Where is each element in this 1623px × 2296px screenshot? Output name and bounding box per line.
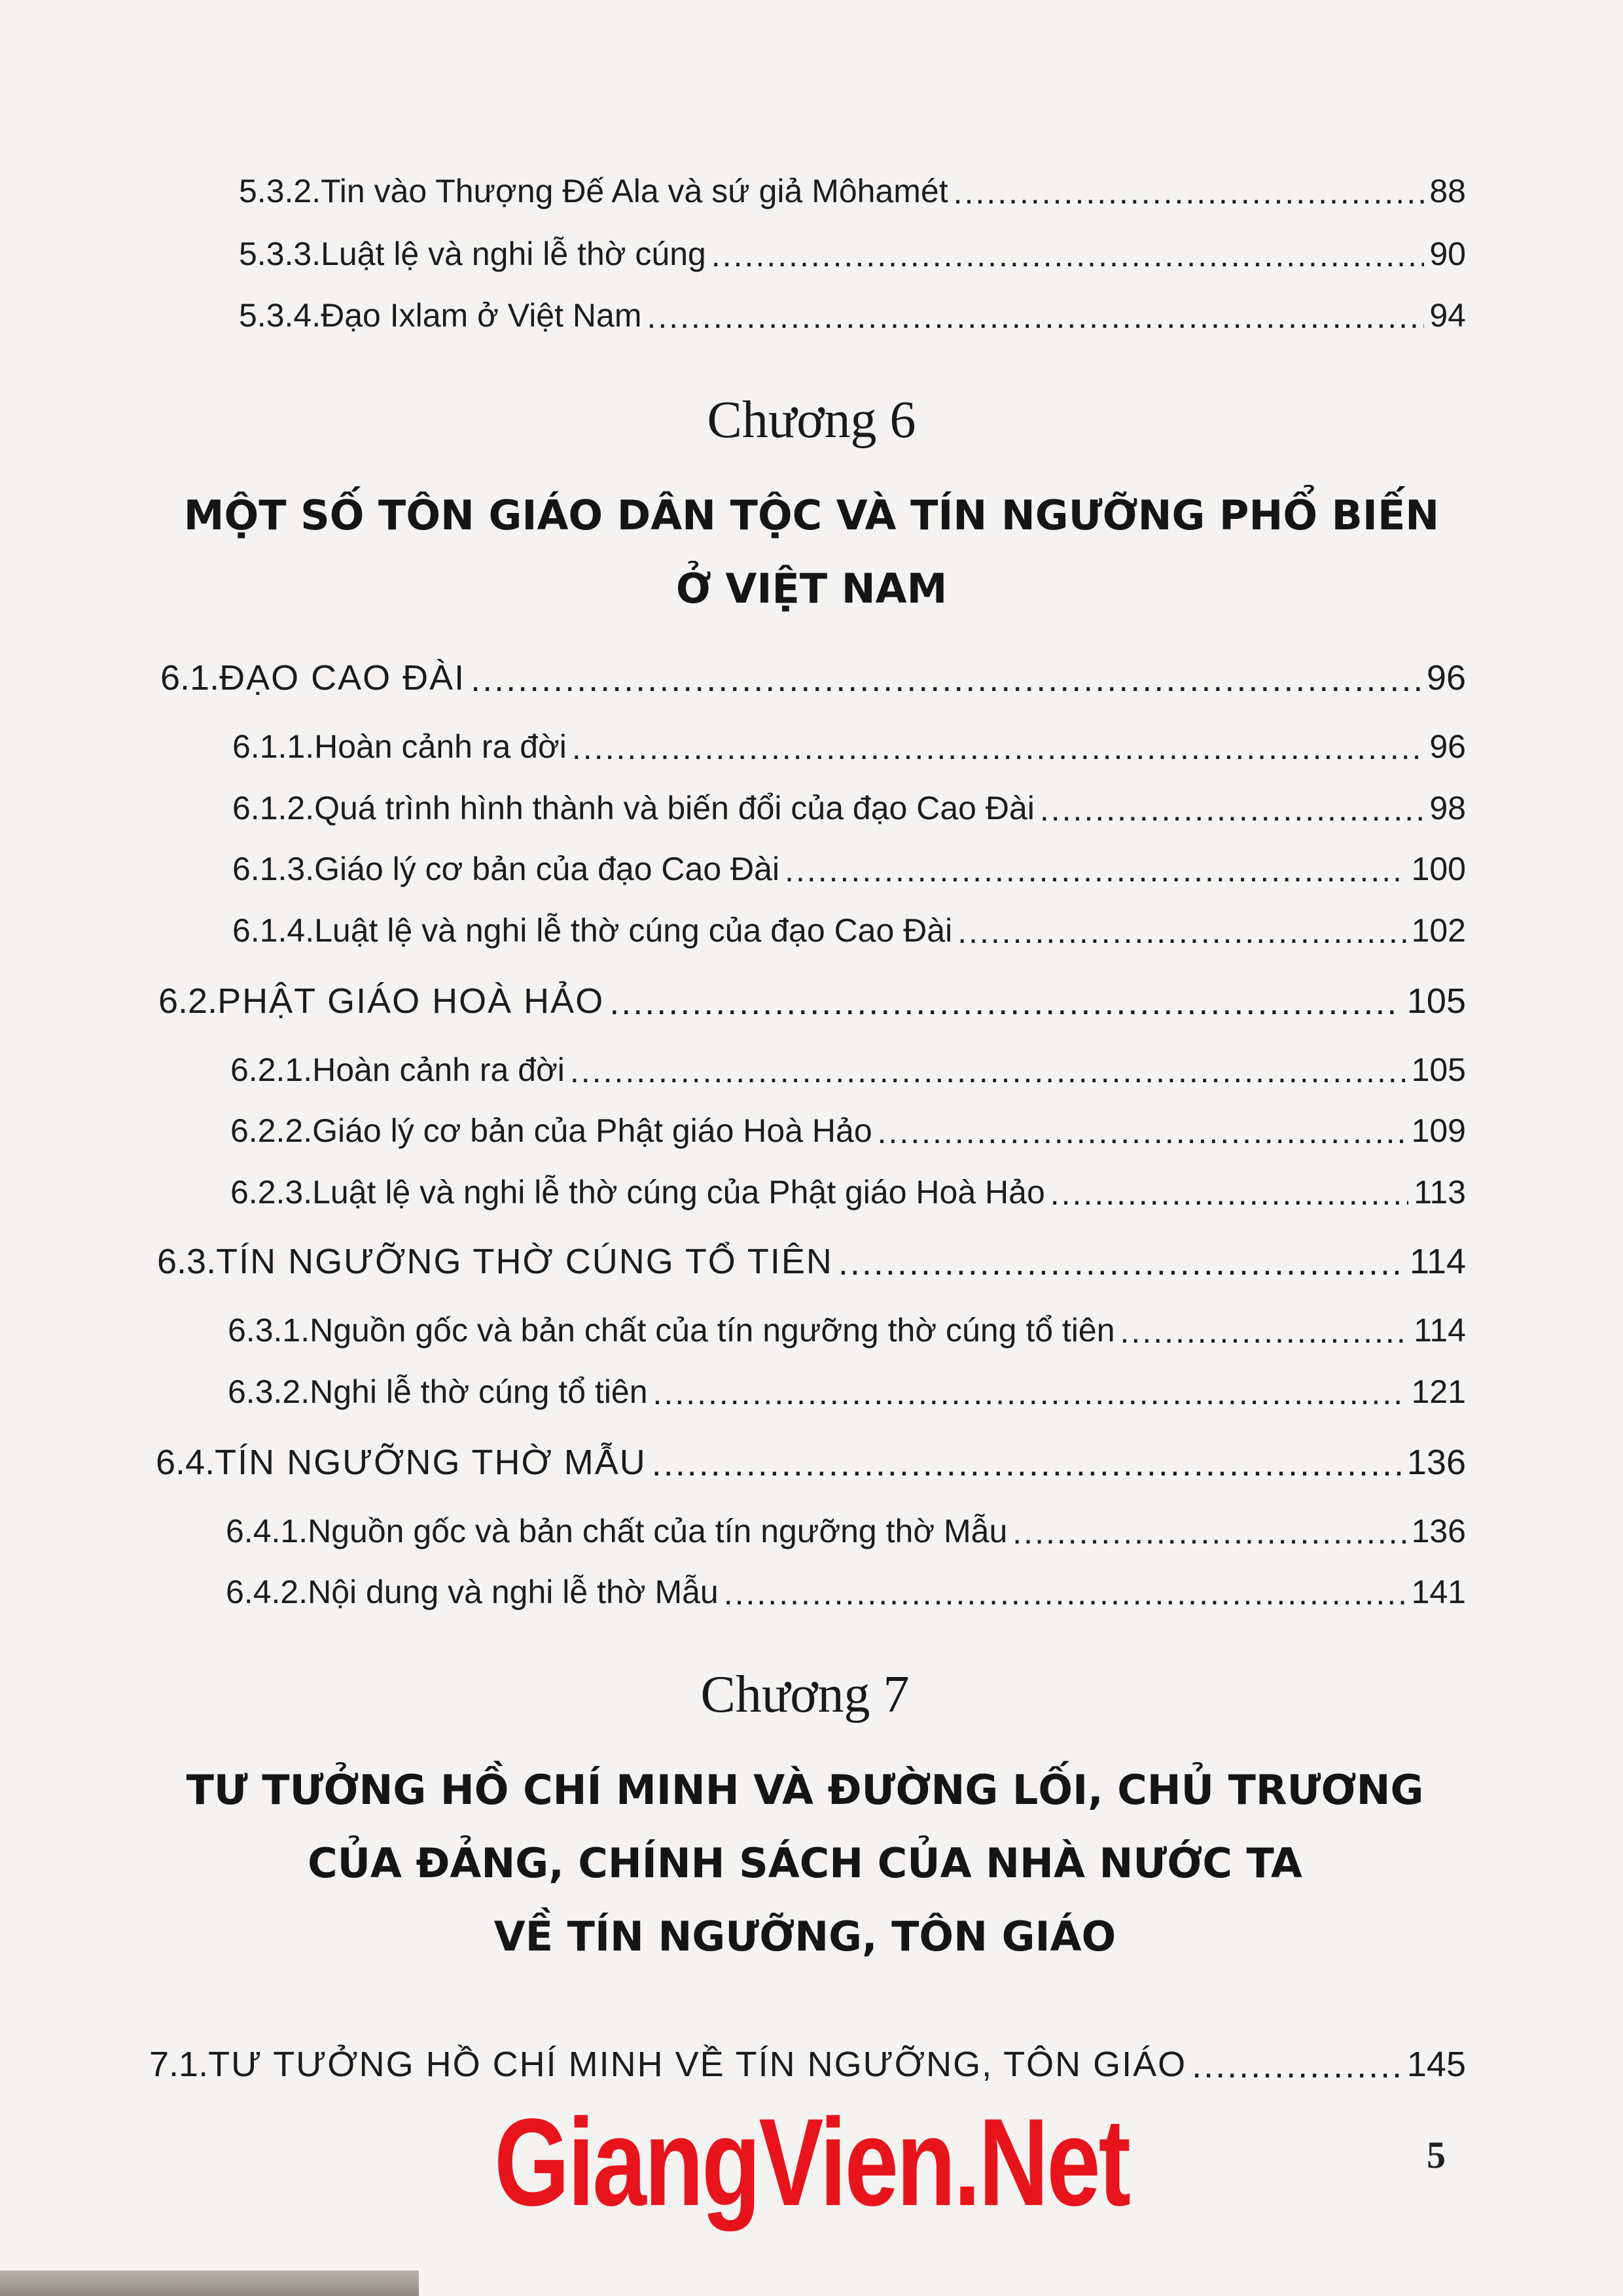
toc-entry-title: Nội dung và nghi lễ thờ Mẫu	[308, 1574, 719, 1610]
toc-entry-page: 105	[1411, 1051, 1466, 1088]
dot-leader	[1012, 1513, 1406, 1552]
toc-entry-page: 114	[1414, 1312, 1466, 1349]
toc-entry-5-3-2	[239, 171, 1466, 211]
toc-entry-6-1-1	[232, 727, 1466, 766]
toc-entry-page: 90	[1429, 236, 1466, 272]
toc-entry-page: 121	[1411, 1373, 1466, 1410]
toc-entry-number: 6.2.3.	[230, 1174, 313, 1210]
toc-entry-number: 5.3.2.	[239, 173, 321, 209]
toc-entry-number: 6.1.4.	[232, 912, 315, 949]
dot-leader	[1040, 790, 1425, 829]
toc-entry-number: 6.1.3.	[232, 851, 315, 887]
toc-entry-title: Luật lệ và nghi lễ thờ cúng của đạo Cao Đài	[314, 912, 953, 949]
chapter-6-title-line: MỘT SỐ TÔN GIÁO DÂN TỘC VÀ TÍN NGƯỠNG PHỔ BIẾN	[183, 491, 1440, 539]
chapter-6-title-line: Ở VIỆT NAM	[675, 565, 948, 612]
dot-leader	[609, 983, 1402, 1022]
toc-entry-5-3-4	[239, 296, 1466, 335]
toc-entry-page: 113	[1414, 1174, 1466, 1210]
toc-entry-6-3-1	[228, 1311, 1466, 1350]
toc-entry-page: 136	[1406, 1443, 1466, 1482]
toc-entry-page: 114	[1409, 1242, 1466, 1281]
chapter-7-label: Chương 7	[700, 1666, 910, 1723]
dot-leader	[1050, 1174, 1409, 1213]
dot-leader	[724, 1574, 1406, 1613]
toc-entry-6-2-1	[230, 1050, 1466, 1089]
toc-entry-title: Hoàn cảnh ra đời	[314, 728, 567, 765]
dot-leader	[785, 851, 1406, 890]
toc-entry-6-1	[160, 658, 1466, 698]
chapter-7-title-line: VỀ TÍN NGƯỠNG, TÔN GIÁO	[493, 1913, 1116, 1960]
toc-entry-title: Quá trình hình thành và biến đổi của đạo Cao Đài	[314, 790, 1035, 826]
toc-entry-title: Nguồn gốc và bản chất của tín ngưỡng thờ Mẫu	[308, 1513, 1008, 1549]
toc-entry-6-4	[156, 1443, 1466, 1482]
toc-entry-page: 88	[1429, 173, 1466, 209]
toc-entry-number: 6.4.2.	[226, 1574, 308, 1610]
chapter-6-label: Chương 6	[707, 391, 916, 449]
toc-entry-6-2-3	[230, 1173, 1466, 1212]
dot-leader	[1120, 1312, 1409, 1351]
toc-entry-title: Luật lệ và nghi lễ thờ cúng	[321, 236, 706, 272]
toc-entry-page: 109	[1411, 1112, 1466, 1149]
toc-entry-page: 96	[1429, 728, 1466, 765]
toc-entry-6-3-2	[228, 1372, 1466, 1411]
chapter-7-title	[0, 1754, 1616, 1973]
toc-entry-number: 6.2.1.	[230, 1051, 313, 1088]
toc-entry-title: Giáo lý cơ bản của Phật giáo Hoà Hảo	[312, 1112, 872, 1149]
toc-entry-page: 94	[1429, 297, 1466, 334]
toc-entry-title: Tin vào Thượng Đế Ala và sứ giả Môhamét	[321, 173, 948, 209]
toc-entry-page: 136	[1411, 1513, 1466, 1549]
watermark-logo: GiangVien.Net	[494, 2093, 1129, 2232]
dot-leader	[653, 1373, 1406, 1413]
toc-entry-number: 6.1.	[160, 658, 220, 698]
toc-entry-title: TƯ TƯỞNG HỒ CHÍ MINH VỀ TÍN NGƯỠNG, TÔN GIÁO	[208, 2045, 1187, 2084]
toc-entry-title: ĐẠO CAO ĐÀI	[219, 658, 466, 698]
toc-entry-6-4-2	[226, 1572, 1466, 1612]
toc-entry-5-3-3	[239, 234, 1466, 274]
dot-leader	[652, 1444, 1402, 1483]
dot-leader	[572, 728, 1424, 768]
toc-entry-number: 5.3.3.	[239, 236, 321, 272]
toc-entry-title: PHẬT GIÁO HOÀ HẢO	[217, 981, 605, 1021]
toc-entry-title: Nghi lễ thờ cúng tổ tiên	[310, 1373, 648, 1410]
dot-leader	[957, 912, 1406, 951]
toc-entry-number: 7.1.	[149, 2045, 209, 2084]
toc-entry-page: 105	[1406, 981, 1466, 1021]
chapter-7-title-line: CỦA ĐẢNG, CHÍNH SÁCH CỦA NHÀ NƯỚC TA	[308, 1839, 1302, 1887]
toc-entry-number: 6.4.	[156, 1443, 215, 1482]
toc-entry-6-3	[157, 1242, 1466, 1281]
page-edge-shadow	[0, 2270, 419, 2296]
toc-entry-title: Hoàn cảnh ra đời	[312, 1051, 565, 1088]
toc-entry-number: 6.2.2.	[230, 1112, 313, 1149]
page-number: 5	[1427, 2134, 1446, 2176]
toc-entry-6-1-4	[232, 911, 1466, 950]
toc-entry-6-2-2	[230, 1111, 1466, 1150]
toc-entry-6-4-1	[226, 1511, 1466, 1551]
toc-entry-title: Giáo lý cơ bản của đạo Cao Đài	[314, 851, 780, 887]
toc-entry-7-1	[149, 2045, 1466, 2084]
toc-entry-number: 5.3.4.	[239, 297, 321, 334]
toc-entry-6-1-2	[232, 788, 1466, 828]
toc-entry-title: Đạo Ixlam ở Việt Nam	[321, 297, 642, 334]
toc-entry-page: 98	[1429, 790, 1466, 826]
dot-leader	[647, 297, 1424, 336]
toc-entry-number: 6.1.1.	[232, 728, 315, 765]
dot-leader	[878, 1112, 1406, 1152]
toc-entry-number: 6.1.2.	[232, 790, 315, 826]
toc-entry-page: 96	[1426, 658, 1466, 698]
chapter-6-title	[0, 479, 1623, 626]
chapter-7-title-line: TƯ TƯỞNG HỒ CHÍ MINH VÀ ĐƯỜNG LỐI, CHỦ TRƯƠNG	[186, 1766, 1424, 1814]
toc-entry-page: 141	[1411, 1574, 1466, 1610]
dot-leader	[711, 236, 1425, 275]
dot-leader	[471, 660, 1421, 699]
toc-entry-page: 145	[1406, 2045, 1466, 2084]
toc-entry-6-1-3	[232, 849, 1466, 889]
toc-entry-title: Luật lệ và nghi lễ thờ cúng của Phật giáo Hoà Hảo	[312, 1174, 1045, 1210]
toc-entry-page: 100	[1411, 851, 1466, 887]
toc-entry-number: 6.3.	[157, 1242, 217, 1281]
toc-entry-title: Nguồn gốc và bản chất của tín ngưỡng thờ cúng tổ tiên	[310, 1312, 1115, 1349]
toc-entry-title: TÍN NGƯỠNG THỜ MẪU	[215, 1443, 647, 1482]
toc-entry-number: 6.3.1.	[228, 1312, 310, 1349]
toc-entry-page: 102	[1411, 912, 1466, 949]
toc-entry-title: TÍN NGƯỠNG THỜ CÚNG TỔ TIÊN	[216, 1242, 833, 1281]
dot-leader	[570, 1051, 1406, 1091]
toc-entry-number: 6.4.1.	[226, 1513, 308, 1549]
toc-entry-number: 6.2.	[158, 981, 218, 1021]
dot-leader	[838, 1243, 1404, 1282]
toc-entry-number: 6.3.2.	[228, 1373, 310, 1410]
dot-leader	[1192, 2046, 1402, 2085]
toc-entry-6-2	[158, 981, 1466, 1021]
dot-leader	[954, 173, 1425, 212]
